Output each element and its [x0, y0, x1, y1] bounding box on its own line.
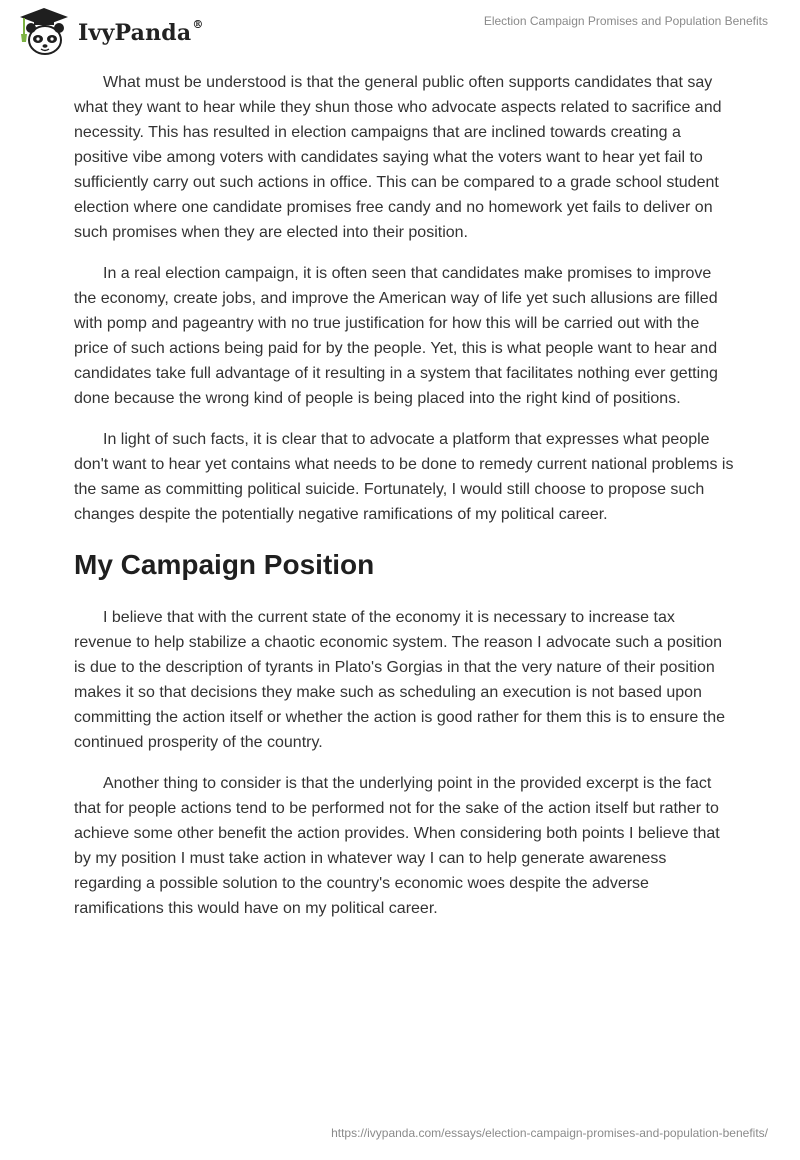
paragraph: What must be understood is that the general public often supports candidates that say what they want to hear while they shun those who advocate aspects related to sacrifice and necessity. This has resulted in election campaigns that are inclined towards creating a positive vibe among voters with candidates saying what the voters want to hear yet fail to sufficiently carry out such actions in office. This can be compared to a grade school student election where one candidate promises free candy and no homework yet fails to deliver on such promises when they are elected into their position. — [74, 74, 722, 241]
section-heading: My Campaign Position — [74, 549, 375, 580]
panda-graduation-cap-icon — [16, 6, 72, 56]
document-title: Election Campaign Promises and Population Benefits — [483, 14, 768, 28]
source-url[interactable]: https://ivypanda.com/essays/election-campaign-promises-and-population-benefits/ — [331, 1126, 768, 1140]
essay-body — [74, 70, 734, 937]
logo-wordmark: IvyPanda® — [78, 18, 204, 46]
paragraph: I believe that with the current state of the economy it is necessary to increase tax revenue to help stabilize a chaotic economic system. The reason I advocate such a position is due to the description of tyrants in Plato's Gorgias in that the very nature of their position makes it so that decisions they make such as scheduling an execution is not based upon committing the action itself or whether the action is good rather for them this is to ensure the continued prosperity of the country. — [74, 609, 725, 751]
paragraph: In light of such facts, it is clear that to advocate a platform that expresses what people don't want to hear yet contains what needs to be done to remedy current national problems is the same as committing political suicide. Fortunately, I would still choose to propose such changes despite the potentially negative ramifications of my political career. — [74, 431, 734, 523]
paragraph: Another thing to consider is that the underlying point in the provided excerpt is the fact that for people actions tend to be performed not for the sake of the action itself but rather to achieve some other benefit the action provides. When considering both points I believe that by my position I must take action in whatever way I can to help generate awareness regarding a possible solution to the country's economic woes despite the adverse ramifications this would have on my political career. — [74, 775, 720, 917]
paragraph: In a real election campaign, it is often seen that candidates make promises to improve the economy, create jobs, and improve the American way of life yet such allusions are filled with pomp and pageantry with no true justification for how this will be carried out with the price of such actions being paid for by the people. Yet, this is what people want to hear and candidates take full advantage of it resulting in a system that facilitates nothing ever getting done because the wrong kind of people is being placed into the right kind of positions. — [74, 265, 718, 407]
page-header — [0, 0, 800, 64]
ivypanda-logo[interactable] — [16, 6, 204, 56]
